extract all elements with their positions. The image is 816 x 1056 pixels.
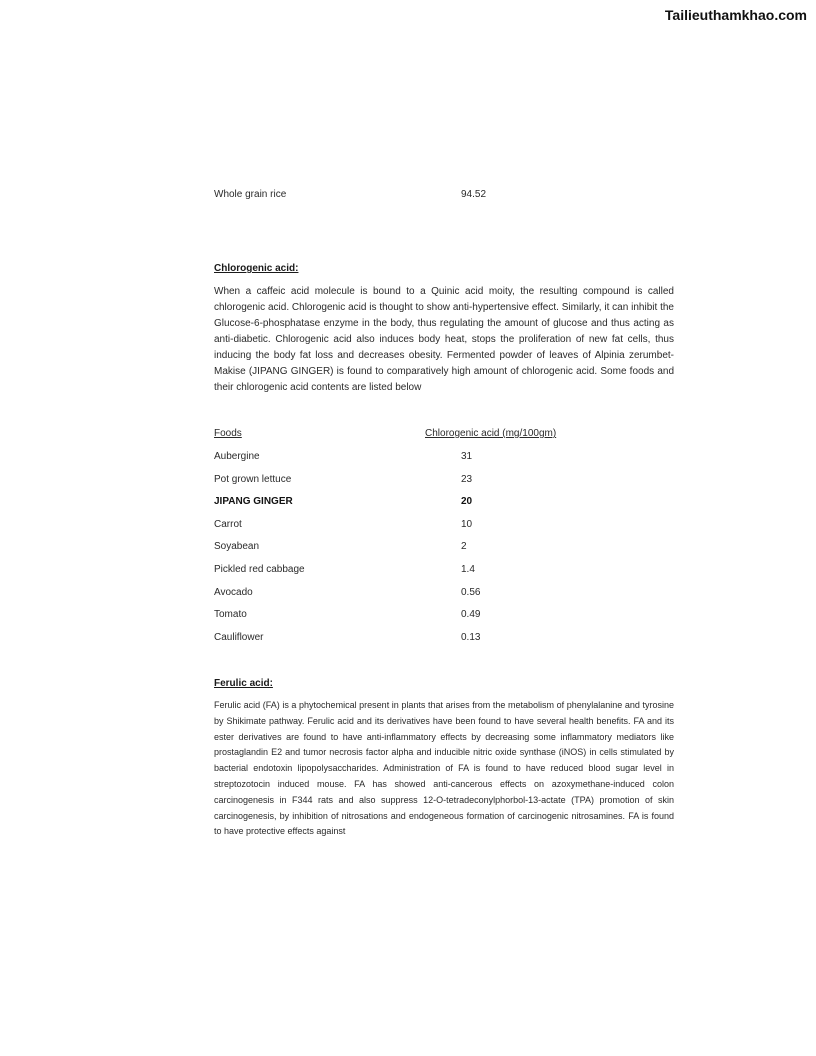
chlorogenic-acid-table [214,428,614,645]
food-name: Soyabean [214,541,260,553]
chlorogenic-value: 2 [461,541,467,553]
table-body [214,442,614,645]
table-row [214,623,614,646]
chlorogenic-value: 1.4 [461,563,475,575]
header-chlorogenic-content: Chlorogenic acid (mg/100gm) [425,428,557,439]
table-row [214,442,614,465]
food-name: JIPANG GINGER [214,496,293,508]
food-value: 94.52 [461,189,487,200]
chlorogenic-value: 0.49 [461,609,481,621]
chlorogenic-acid-heading: Chlorogenic acid: [214,263,299,274]
watermark-text: Tailieuthamkhao.com [664,7,807,23]
table-row [214,600,614,623]
chlorogenic-value: 0.13 [461,631,481,643]
chlorogenic-value: 23 [461,473,473,485]
table-header [214,428,614,442]
food-name: Carrot [214,518,242,530]
table-row [214,555,614,578]
chlorogenic-value: 20 [461,496,473,508]
chlorogenic-value: 31 [461,451,473,462]
ferulic-acid-heading: Ferulic acid: [214,678,273,689]
chlorogenic-value: 0.56 [461,586,481,598]
table-row [214,465,614,488]
table-row [214,510,614,533]
ferulic-acid-paragraph: Ferulic acid (FA) is a phytochemical present in plants that arises from the metabolism of phenylalanine and tyrosine by Shikimate pathway. Ferulic acid and its derivatives have been found to have several health benefits. FA and its ester derivatives are found to have anti-inflammatory effects by decreasing some inflammatory mediators like prostaglandin E2 and tumor necrosis factor alpha and inducible nitric oxide synthase (iNOS) in cells stimulated by bacterial endotoxin lipopolysaccharides. Administration of FA is found to have reduced blood sugar level in streptozotocin induced mouse. FA has showed anti-cancerous effects on azoxymethane-induced colon carcinogenesis in F344 rats and also suppress 12-O-tetradeconylphorbol-13-actate (TPA) promotion of skin carcinogenesis, by inhibition of nitrosations and endogeneous formation of carcinogenic nitrosamines. FA is found to have protective effects against [214,700,674,837]
chlorogenic-value: 10 [461,518,473,530]
food-name: Pickled red cabbage [214,563,305,575]
chlorogenic-acid-paragraph: When a caffeic acid molecule is bound to a Quinic acid moity, the resulting compound is called chlorogenic acid. Chlorogenic acid is thought to show anti-hypertensive effect. Similarly, it can inhibit the Glucose-6-phosphatase enzyme in the body, thus regulating the amount of glucose and thus acting as anti-diabetic. Chlorogenic acid also induces body heat, stops the proliferation of new fat cells, thus inducing the body fat loss and decreases obesity. Fermented powder of leaves of Alpinia zerumbet- Makise (JIPANG GINGER) is found to comparatively high amount of chlorogenic acid. Some foods and their chlorogenic acid contents are listed below [214,286,674,393]
table-row [214,532,614,555]
table-row [214,578,614,601]
food-name: Aubergine [214,451,260,462]
header-foods: Foods [214,428,242,439]
food-name: Pot grown lettuce [214,473,292,485]
food-name: Tomato [214,609,247,621]
food-name: Whole grain rice [214,189,287,200]
food-name: Cauliflower [214,631,264,643]
food-name: Avocado [214,586,253,598]
table-row [214,487,614,510]
